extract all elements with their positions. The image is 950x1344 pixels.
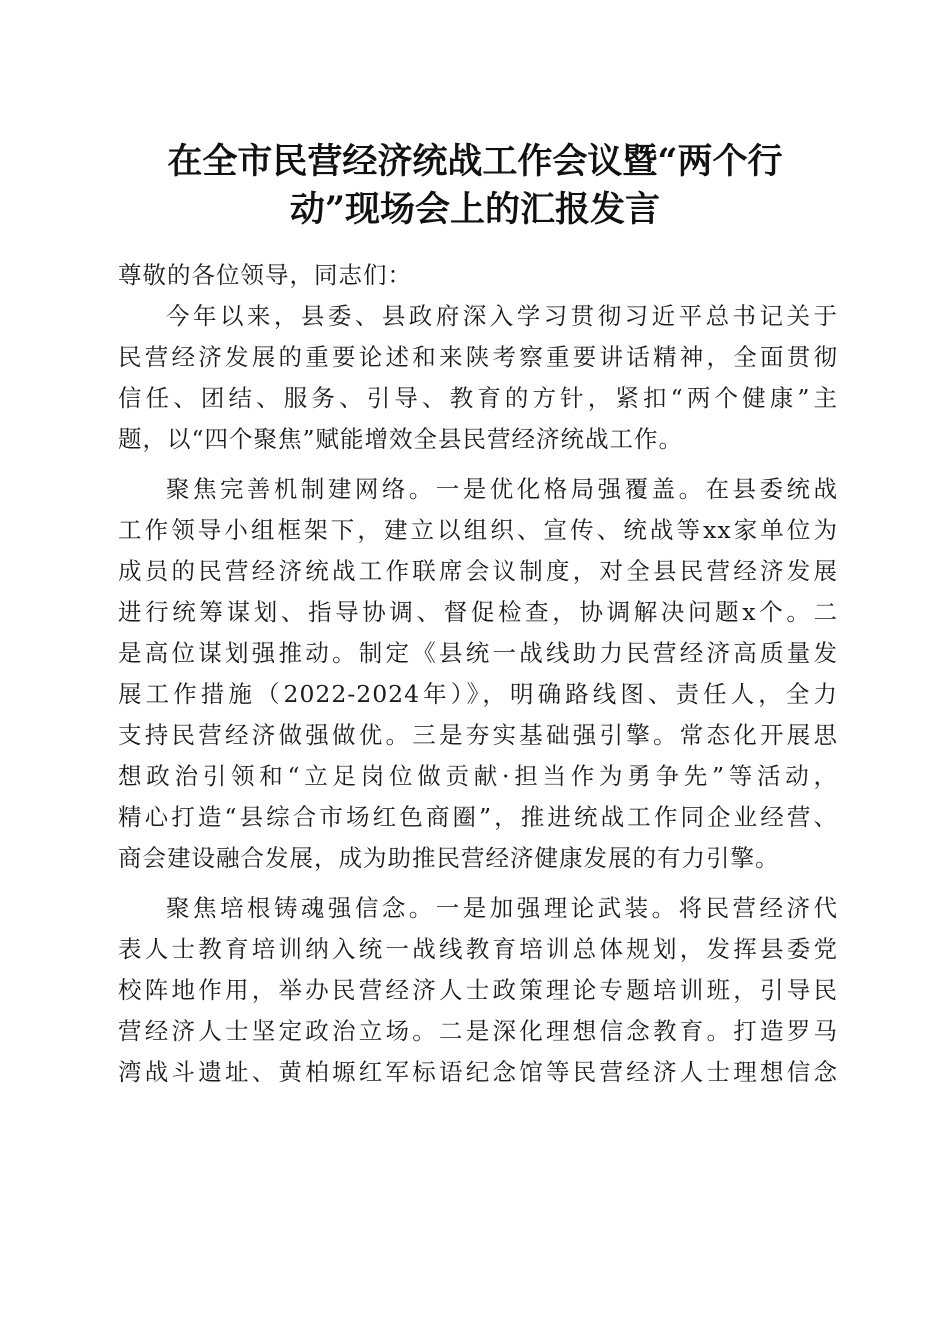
paragraph-line: 想政治引领和“立足岗位做贡献·担当作为勇争先”等活动， [118,762,838,790]
paragraph-intro [118,296,838,460]
paragraph-line: 今年以来，县委、县政府深入学习贯彻习近平总书记关于 [166,302,838,330]
paragraph-line: 民营经济发展的重要论述和来陕考察重要讲话精神，全面贯彻 [118,343,838,371]
paragraph-line: 题，以“四个聚焦”赋能增效全县民营经济统战工作。 [118,425,684,453]
paragraph-line: 支持民营经济做强做优。三是夯实基础强引擎。常态化开展思 [118,721,838,749]
paragraph-line: 精心打造“县综合市场红色商圈”，推进统战工作同企业经营、 [118,803,838,831]
paragraph-line: 聚焦完善机制建网络。一是优化格局强覆盖。在县委统战 [166,475,838,503]
document-body [118,255,838,1102]
title-line-2: 动”现场会上的汇报发言 [289,189,661,230]
paragraph-mechanism [118,469,838,879]
document-title [110,138,840,234]
paragraph-line: 展工作措施（2022-2024年）》，明确路线图、责任人，全力 [118,680,838,708]
paragraph-line: 校阵地作用，举办民营经济人士政策理论专题培训班，引导民 [118,976,838,1004]
paragraph-line: 进行统筹谋划、指导协调、督促检查，协调解决问题x个。二 [118,598,838,626]
title-line-1: 在全市民营经济统战工作会议暨“两个行 [167,141,783,182]
paragraph-line: 成员的民营经济统战工作联席会议制度，对全县民营经济发展 [118,557,838,585]
paragraph-belief [118,888,838,1093]
paragraph-line: 聚焦培根铸魂强信念。一是加强理论武装。将民营经济代 [166,894,838,922]
paragraph-line: 信任、团结、服务、引导、教育的方针，紧扣“两个健康”主 [118,384,838,412]
paragraph-line: 商会建设融合发展，成为助推民营经济健康发展的有力引擎。 [118,844,780,872]
paragraph-line: 工作领导小组框架下，建立以组织、宣传、统战等xx家单位为 [118,516,838,544]
paragraph-line: 湾战斗遗址、黄柏塬红军标语纪念馆等民营经济人士理想信念 [118,1058,838,1086]
paragraph-line: 表人士教育培训纳入统一战线教育培训总体规划，发挥县委党 [118,935,838,963]
paragraph-line: 营经济人士坚定政治立场。二是深化理想信念教育。打造罗马 [118,1017,838,1045]
paragraph-line: 是高位谋划强推动。制定《县统一战线助力民营经济高质量发 [118,639,838,667]
salutation: 尊敬的各位领导，同志们： [118,261,412,289]
